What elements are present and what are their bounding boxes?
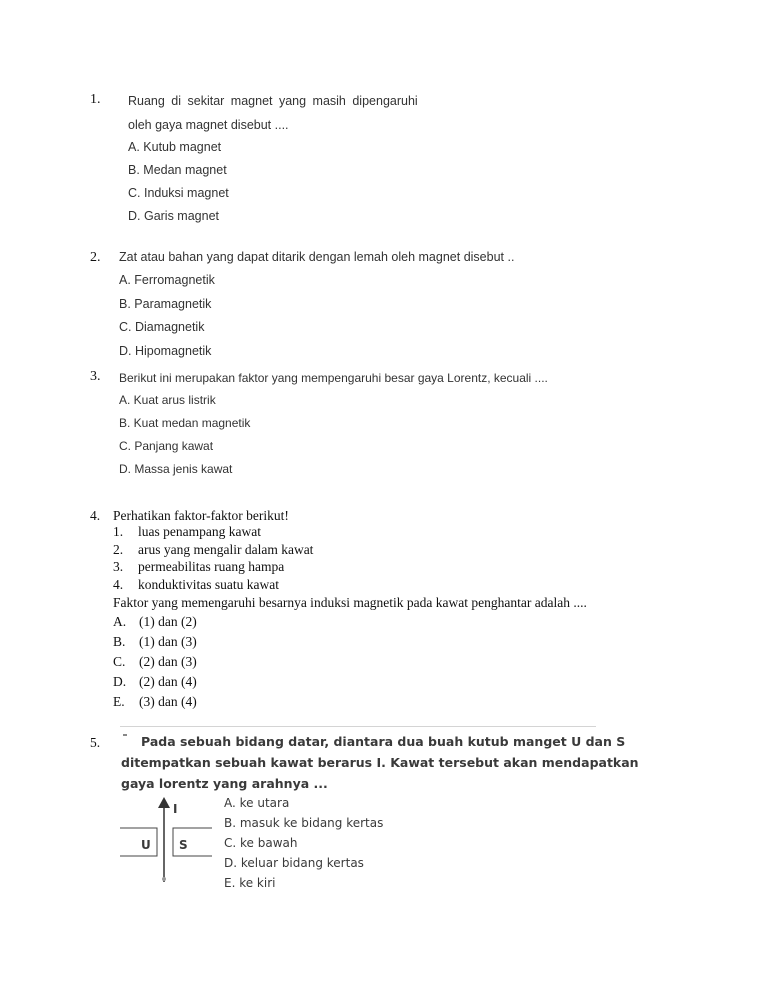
- question-1-option-a: A. Kutub magnet: [128, 140, 222, 154]
- question-5-stem-line-2: ditempatkan sebuah kawat berarus I. Kawat tersebut akan mendapatkan: [121, 755, 639, 770]
- question-1-option-d: D. Garis magnet: [128, 209, 220, 223]
- question-3-option-b: B. Kuat medan magnetik: [119, 416, 251, 430]
- question-4-option-b-text: (1) dan (3): [139, 634, 197, 649]
- question-5-option-b: B. masuk ke bidang kertas: [224, 816, 384, 830]
- question-4-option-e-text: (3) dan (4): [139, 694, 197, 709]
- question-2-option-c: C. Diamagnetik: [119, 320, 205, 334]
- pole-label-u: U: [141, 838, 151, 852]
- question-5-marker: [123, 734, 127, 736]
- question-1-stem-line-2: oleh gaya magnet disebut ....: [128, 118, 289, 132]
- question-5-stem-line-1: Pada sebuah bidang datar, diantara dua buah kutub manget U dan S: [141, 734, 626, 749]
- question-4-question: Faktor yang memengaruhi besarnya induksi magnetik pada kawat penghantar adalah ....: [113, 595, 587, 610]
- question-1-stem-line-1: Ruang di sekitar magnet yang masih dipengaruhi: [128, 94, 418, 108]
- question-5-stem-line-3: gaya lorentz yang arahnya ...: [121, 776, 328, 791]
- question-1-option-c: C. Induksi magnet: [128, 186, 229, 200]
- question-4-factor-3-text: permeabilitas ruang hampa: [138, 559, 285, 574]
- question-4-factor-2-number: 2.: [113, 542, 124, 557]
- question-1-option-b: B. Medan magnet: [128, 163, 227, 177]
- arrow-up-icon: [158, 797, 170, 808]
- question-4-option-a-letter: A.: [113, 614, 127, 629]
- question-4-option-a-text: (1) dan (2): [139, 614, 197, 629]
- question-2-option-a: A. Ferromagnetik: [119, 273, 215, 287]
- question-4-factor-3-number: 3.: [113, 559, 124, 574]
- question-5-option-c: C. ke bawah: [224, 836, 298, 850]
- question-4-option-d-letter: D.: [113, 674, 127, 689]
- question-2-stem: Zat atau bahan yang dapat ditarik dengan lemah oleh magnet disebut ..: [119, 250, 515, 264]
- question-4-option-b-letter: B.: [113, 634, 126, 649]
- question-4-option-c-letter: C.: [113, 654, 126, 669]
- question-5-option-a: A. ke utara: [224, 796, 290, 810]
- question-3-option-c: C. Panjang kawat: [119, 439, 214, 453]
- current-label: I: [173, 802, 178, 816]
- magnet-pole-u: [120, 828, 157, 856]
- question-3-stem: Berikut ini merupakan faktor yang mempengaruhi besar gaya Lorentz, kecuali ....: [119, 371, 548, 385]
- question-4-number: 4.: [90, 508, 101, 523]
- question-3-option-a: A. Kuat arus listrik: [119, 393, 216, 407]
- question-4-option-e-letter: E.: [113, 694, 125, 709]
- question-2-number: 2.: [90, 250, 101, 265]
- question-5-option-e: E. ke kiri: [224, 876, 276, 890]
- question-4-factor-1-text: luas penampang kawat: [138, 524, 261, 539]
- question-4-factor-2-text: arus yang mengalir dalam kawat: [138, 542, 314, 557]
- question-4-factor-4-text: konduktivitas suatu kawat: [138, 577, 279, 592]
- question-5-option-d: D. keluar bidang kertas: [224, 856, 364, 870]
- question-3-number: 3.: [90, 369, 101, 384]
- question-2-option-b: B. Paramagnetik: [119, 297, 212, 311]
- question-2-option-d: D. Hipomagnetik: [119, 344, 212, 358]
- question-4-stem: Perhatikan faktor-faktor berikut!: [113, 508, 289, 523]
- divider-line: [120, 726, 596, 727]
- question-3-option-d: D. Massa jenis kawat: [119, 462, 233, 476]
- magnet-wire-diagram: [117, 796, 227, 886]
- question-4-option-d-text: (2) dan (4): [139, 674, 197, 689]
- question-4-option-c-text: (2) dan (3): [139, 654, 197, 669]
- wire-end-dot: [162, 877, 166, 881]
- question-1-number: 1.: [90, 92, 101, 107]
- question-4-factor-4-number: 4.: [113, 577, 124, 592]
- pole-label-s: S: [179, 838, 188, 852]
- question-5-number: 5.: [90, 735, 101, 750]
- question-4-factor-1-number: 1.: [113, 524, 124, 539]
